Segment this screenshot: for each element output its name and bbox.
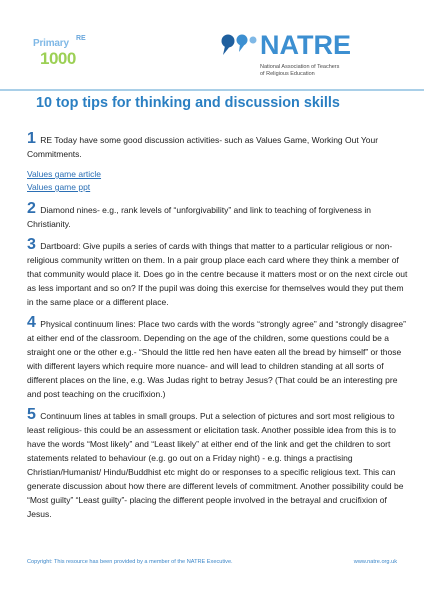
page-header xyxy=(0,0,424,92)
tip-text: Continuum lines at tables in small groups. Put a selection of pictures and sort most religious to least religious- this could be an assessment or elicitation task. Another possible idea from this is to have the words “Most likely” and “Least likely” at either end of the link and get the children to sort statements related to behaviour (e.g. go out on a Friday night) - e.g. things a practising Christian/Humanist/ Hindu/Buddhist etc might do or responses to a specific religious text. This can generate discussion about how there are different levels of commitment. Another possibility could be “Most guilty” “Least guilty”- placing the different people involved in the betrayal and crucifixion of Jesus. xyxy=(27,411,404,519)
tip-number: 5 xyxy=(27,406,36,423)
tip-5 xyxy=(27,408,409,521)
tip-number: 4 xyxy=(27,314,36,331)
primary-1000-number: 1000 xyxy=(40,49,76,68)
natre-subtitle xyxy=(260,64,339,78)
values-game-ppt-link[interactable]: Values game ppt xyxy=(27,182,91,192)
resource-links xyxy=(27,168,409,194)
tip-text: Diamond nines- e.g., rank levels of “unforgivability” and link to teaching of forgiveness in Christianity. xyxy=(27,205,372,229)
tip-1 xyxy=(27,132,409,161)
page-title: 10 top tips for thinking and discussion skills xyxy=(36,95,340,111)
tip-number: 2 xyxy=(27,200,36,217)
tips-list xyxy=(27,132,409,528)
tip-text: Physical continuum lines: Place two cards with the words “strongly agree” and “strongly disagree” at either end of the classroom. Depending on the age of the children, some questions could be a straight one or the other e.g.- “Should the little red hen have eaten all the bread by himself” or those with different layers which require more nuance- and will lead to children standing at all sorts of different places on the line, e.g. Was Judas right to betray Jesus? (That could be an interesting pre and post teaching on the crucifixion.) xyxy=(27,319,406,399)
natre-wordmark: NATRE xyxy=(260,30,351,60)
natre-subtitle-line1: National Association of Teachers xyxy=(260,64,340,70)
natre-quote-icon xyxy=(218,30,258,60)
tip-text: Dartboard: Give pupils a series of cards with things that matter to a particular religious or non-religious community written on them. In a pair group place each card where they think a member of that community would place it. Does go in the centre because it matters most or on the next circle out as less important and so on? If the pupil was doing this exercise for themselves would they put them in the same place or a different place. xyxy=(27,241,408,307)
tip-number: 3 xyxy=(27,236,36,253)
page-footer xyxy=(27,559,397,565)
values-game-article-link[interactable]: Values game article xyxy=(27,169,102,179)
tip-3 xyxy=(27,238,409,309)
tip-2 xyxy=(27,202,409,231)
primary-re-superscript: RE xyxy=(76,35,86,42)
header-divider xyxy=(0,89,424,91)
tip-4 xyxy=(27,316,409,401)
natre-subtitle-line2: of Religious Education xyxy=(260,71,315,77)
natre-logo xyxy=(218,30,408,88)
primary-re-1000-logo xyxy=(33,35,91,74)
primary-word: Primary xyxy=(33,38,69,49)
copyright-notice: Copyright: This resource has been provided by a member of the NATRE Executive. xyxy=(27,559,233,565)
tip-text: RE Today have some good discussion activities- such as Values Game, Working Out Your Commitments. xyxy=(27,135,379,159)
website-link[interactable]: www.natre.org.uk xyxy=(353,559,397,565)
tip-number: 1 xyxy=(27,130,36,147)
